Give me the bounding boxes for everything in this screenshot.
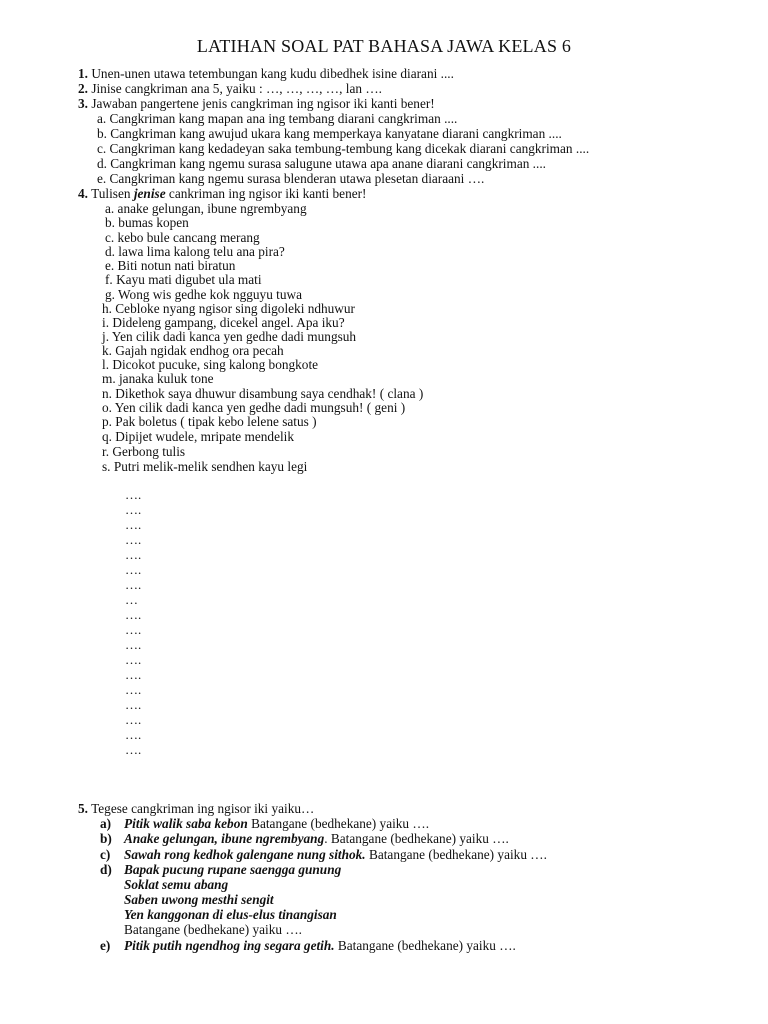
q4-item-d: d. lawa lima kalong telu ana pira? — [105, 244, 285, 259]
q5-item-b — [100, 831, 509, 846]
question-text-pre: Tulisen — [91, 186, 134, 201]
question-number: 3. — [78, 96, 88, 111]
q3-item-c: c. Cangkriman kang kedadeyan saka tembung-tembung kang dicekak diarani cangkriman .... — [97, 141, 590, 156]
answer-blank-10: …. — [125, 622, 142, 637]
answer-blank-4: …. — [125, 532, 142, 547]
answer-blank-9: …. — [125, 607, 142, 622]
answer-blank-3: …. — [125, 517, 142, 532]
q5-item-e — [100, 938, 516, 953]
q4-item-q: q. Dipijet wudele, mripate mendelik — [102, 429, 295, 444]
q4-item-p: p. Pak boletus ( tipak kebo lelene satus ) — [102, 414, 317, 429]
riddle-line: Bapak pucung rupane saengga gunung — [124, 862, 342, 877]
question-1 — [78, 66, 454, 81]
item-prompt: Batangane (bedhekane) yaiku …. — [247, 816, 430, 831]
question-text: Jinise cangkriman ana 5, yaiku : …, …, …, …, lan …. — [91, 81, 382, 96]
question-text: Jawaban pangertene jenis cangkriman ing ngisor iki kanti bener! — [91, 96, 435, 111]
question-text: Tegese cangkriman ing ngisor iki yaiku… — [91, 801, 315, 816]
answer-blank-13: …. — [125, 667, 142, 682]
q3-item-a: a. Cangkriman kang mapan ana ing tembang diarani cangkriman .... — [97, 111, 458, 126]
q4-item-o: o. Yen cilik dadi kanca yen gedhe dadi mungsuh! ( geni ) — [102, 400, 406, 415]
answer-blank-17: …. — [125, 727, 142, 742]
answer-blank-18: …. — [125, 742, 142, 757]
q4-item-f: f. Kayu mati digubet ula mati — [105, 272, 262, 287]
answer-blank-12: …. — [125, 652, 142, 667]
q5-item-d — [100, 862, 341, 877]
q4-item-a: a. anake gelungan, ibune ngrembyang — [105, 201, 307, 216]
item-prompt: . Batangane (bedhekane) yaiku …. — [324, 831, 509, 846]
q5-item-c — [100, 847, 547, 862]
answer-blank-1: …. — [125, 487, 142, 502]
answer-blank-8: … — [125, 592, 138, 607]
answer-blank-15: …. — [125, 697, 142, 712]
riddle-text: Anake gelungan, ibune ngrembyang — [124, 831, 325, 846]
item-prompt: Batangane (bedhekane) yaiku …. — [365, 847, 547, 862]
q4-item-m: m. janaka kuluk tone — [102, 371, 214, 386]
riddle-text: Pitik putih ngendhog ing segara getih. — [124, 938, 335, 953]
answer-blank-2: …. — [125, 502, 142, 517]
riddle-line: Soklat semu abang — [124, 877, 229, 892]
question-text: Unen-unen utawa tetembungan kang kudu dibedhek isine diarani .... — [91, 66, 454, 81]
question-number: 2. — [78, 81, 88, 96]
riddle-text: Sawah rong kedhok galengane nung sithok. — [124, 847, 366, 862]
question-4 — [78, 186, 366, 201]
q3-item-b: b. Cangkriman kang awujud ukara kang memperkaya kanyatane diarani cangkriman .... — [97, 126, 562, 141]
question-text-emphasis: jenise — [133, 186, 166, 201]
q4-item-g: g. Wong wis gedhe kok ngguyu tuwa — [105, 287, 303, 302]
item-label: d) — [100, 862, 112, 877]
riddle-line: Saben uwong mesthi sengit — [124, 892, 274, 907]
q4-item-l: l. Dicokot pucuke, sing kalong bongkote — [102, 357, 319, 372]
answer-blank-16: …. — [125, 712, 142, 727]
q4-item-s: s. Putri melik-melik sendhen kayu legi — [102, 459, 308, 474]
answer-blank-14: …. — [125, 682, 142, 697]
q3-item-e: e. Cangkriman kang ngemu surasa blenderan utawa plesetan diaraani …. — [97, 171, 485, 186]
q4-item-j: j. Yen cilik dadi kanca yen gedhe dadi mungsuh — [102, 329, 357, 344]
q4-item-i: i. Dideleng gampang, dicekel angel. Apa iku? — [102, 315, 345, 330]
question-number: 5. — [78, 801, 88, 816]
q4-item-k: k. Gajah ngidak endhog ora pecah — [102, 343, 284, 358]
item-label: b) — [100, 831, 112, 846]
q5-item-a — [100, 816, 429, 831]
question-3 — [78, 96, 435, 111]
q4-item-b: b. bumas kopen — [105, 215, 189, 230]
item-label: e) — [100, 938, 111, 953]
q4-item-h: h. Cebloke nyang ngisor sing digoleki ndhuwur — [102, 301, 355, 316]
question-text-post: cankriman ing ngisor iki kanti bener! — [165, 186, 367, 201]
question-2 — [78, 81, 382, 96]
answer-blank-7: …. — [125, 577, 142, 592]
q4-item-c: c. kebo bule cancang merang — [105, 230, 260, 245]
q4-item-r: r. Gerbong tulis — [102, 444, 186, 459]
item-label: a) — [100, 816, 112, 831]
riddle-text: Pitik walik saba kebon — [124, 816, 248, 831]
item-prompt: Batangane (bedhekane) yaiku …. — [124, 922, 302, 937]
answer-blank-6: …. — [125, 562, 142, 577]
item-label: c) — [100, 847, 111, 862]
q4-item-e: e. Biti notun nati biratun — [105, 258, 236, 273]
q4-item-n: n. Dikethok saya dhuwur disambung saya cendhak! ( clana ) — [102, 386, 424, 401]
item-prompt: Batangane (bedhekane) yaiku …. — [334, 938, 516, 953]
answer-blank-11: …. — [125, 637, 142, 652]
riddle-line: Yen kanggonan di elus-elus tinangisan — [124, 907, 337, 922]
q3-item-d: d. Cangkriman kang ngemu surasa salugune utawa apa anane diarani cangkriman .... — [97, 156, 546, 171]
question-number: 1. — [78, 66, 88, 81]
answer-blank-5: …. — [125, 547, 142, 562]
question-5 — [78, 801, 314, 816]
page-title: LATIHAN SOAL PAT BAHASA JAWA KELAS 6 — [196, 36, 572, 56]
question-number: 4. — [78, 186, 88, 201]
